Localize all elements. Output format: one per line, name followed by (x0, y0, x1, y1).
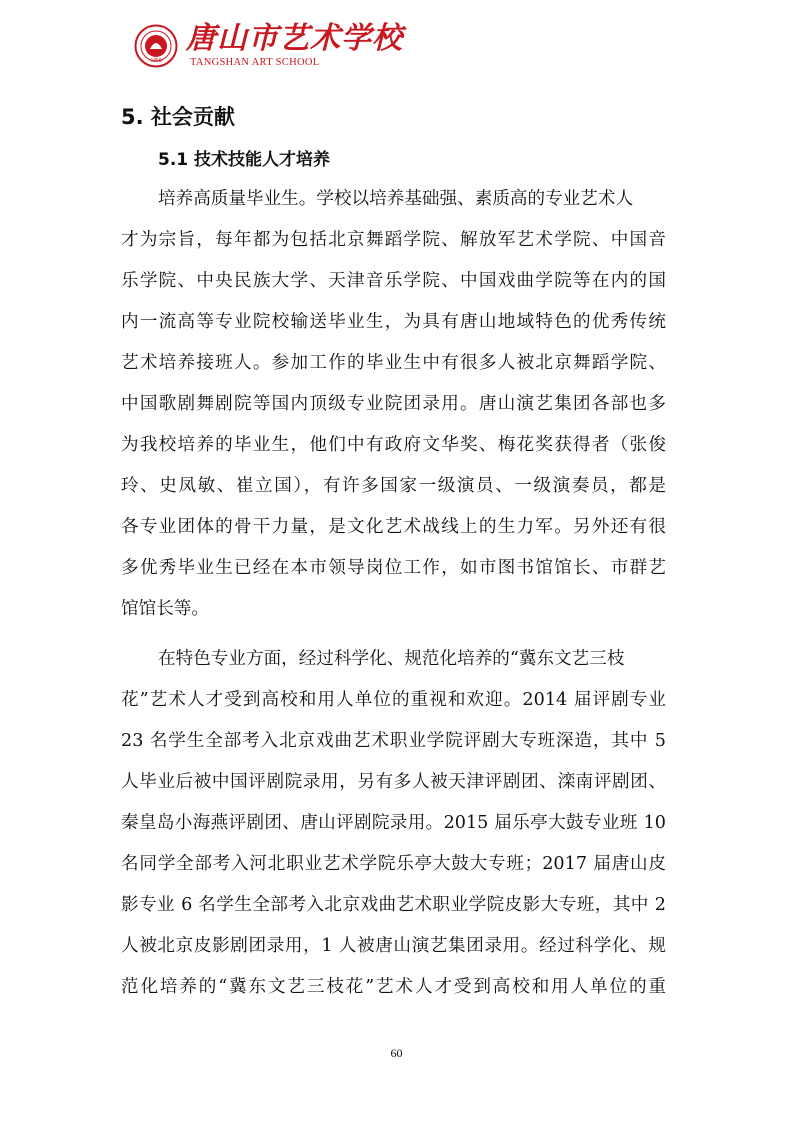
school-seal-icon (134, 24, 178, 68)
subsection-heading: 5.1 技术技能人才培养 (158, 150, 331, 170)
paragraph-line: 内一流高等专业院校输送毕业生，为具有唐山地域特色的优秀传统 (121, 312, 666, 332)
paragraph-line: 多优秀毕业生已经在本市领导岗位工作，如市图书馆馆长、市群艺 (121, 558, 666, 578)
paragraph-line: 乐学院、中央民族大学、天津音乐学院、中国戏曲学院等在内的国 (121, 271, 666, 291)
paragraph-line: 秦皇岛小海燕评剧团、唐山评剧院录用。2015 届乐亭大鼓专业班 10 (121, 813, 666, 833)
logo-english-name: TANGSHAN ART SCHOOL (190, 57, 320, 68)
school-logo (134, 20, 403, 72)
paragraph-line: 馆馆长等。 (121, 599, 209, 619)
paragraph-line: 玲、史凤敏、崔立国），有许多国家一级演员、一级演奏员，都是 (121, 476, 666, 496)
paragraph-line: 各专业团体的骨干力量，是文化艺术战线上的生力军。另外还有很 (121, 517, 666, 537)
paragraph-line: 才为宗旨，每年都为包括北京舞蹈学院、解放军艺术学院、中国音 (121, 230, 666, 250)
logo-chinese-name: 唐山市艺术学校 (186, 21, 403, 56)
paragraph-line: 影专业 6 名学生全部考入北京戏曲艺术职业学院皮影大专班，其中 2 (121, 895, 666, 915)
paragraph-line: 在特色专业方面，经过科学化、规范化培养的“冀东文艺三枝 (158, 649, 625, 669)
section-heading: 5. 社会贡献 (121, 105, 235, 129)
paragraph-line: 范化培养的“冀东文艺三枝花”艺术人才受到高校和用人单位的重 (121, 977, 666, 997)
paragraph-line: 花”艺术人才受到高校和用人单位的重视和欢迎。2014 届评剧专业 (121, 690, 666, 710)
paragraph-line: 为我校培养的毕业生，他们中有政府文华奖、梅花奖获得者（张俊 (121, 435, 666, 455)
paragraph-line: 23 名学生全部考入北京戏曲艺术职业学院评剧大专班深造，其中 5 (121, 731, 666, 751)
paragraph-line: 人毕业后被中国评剧院录用，另有多人被天津评剧团、滦南评剧团、 (121, 772, 666, 792)
page-number: 60 (390, 1046, 403, 1060)
paragraph-line: 人被北京皮影剧团录用，1 人被唐山演艺集团录用。经过科学化、规 (121, 936, 666, 956)
paragraph-line: 培养高质量毕业生。学校以培养基础强、素质高的专业艺术人 (158, 189, 634, 209)
seal-year: 1958 (150, 58, 162, 64)
paragraph-line: 中国歌剧舞剧院等国内顶级专业院团录用。唐山演艺集团各部也多 (121, 394, 666, 414)
paragraph-line: 名同学全部考入河北职业艺术学院乐亭大鼓大专班；2017 届唐山皮 (121, 854, 666, 874)
paragraph-line: 艺术培养接班人。参加工作的毕业生中有很多人被北京舞蹈学院、 (121, 353, 666, 373)
